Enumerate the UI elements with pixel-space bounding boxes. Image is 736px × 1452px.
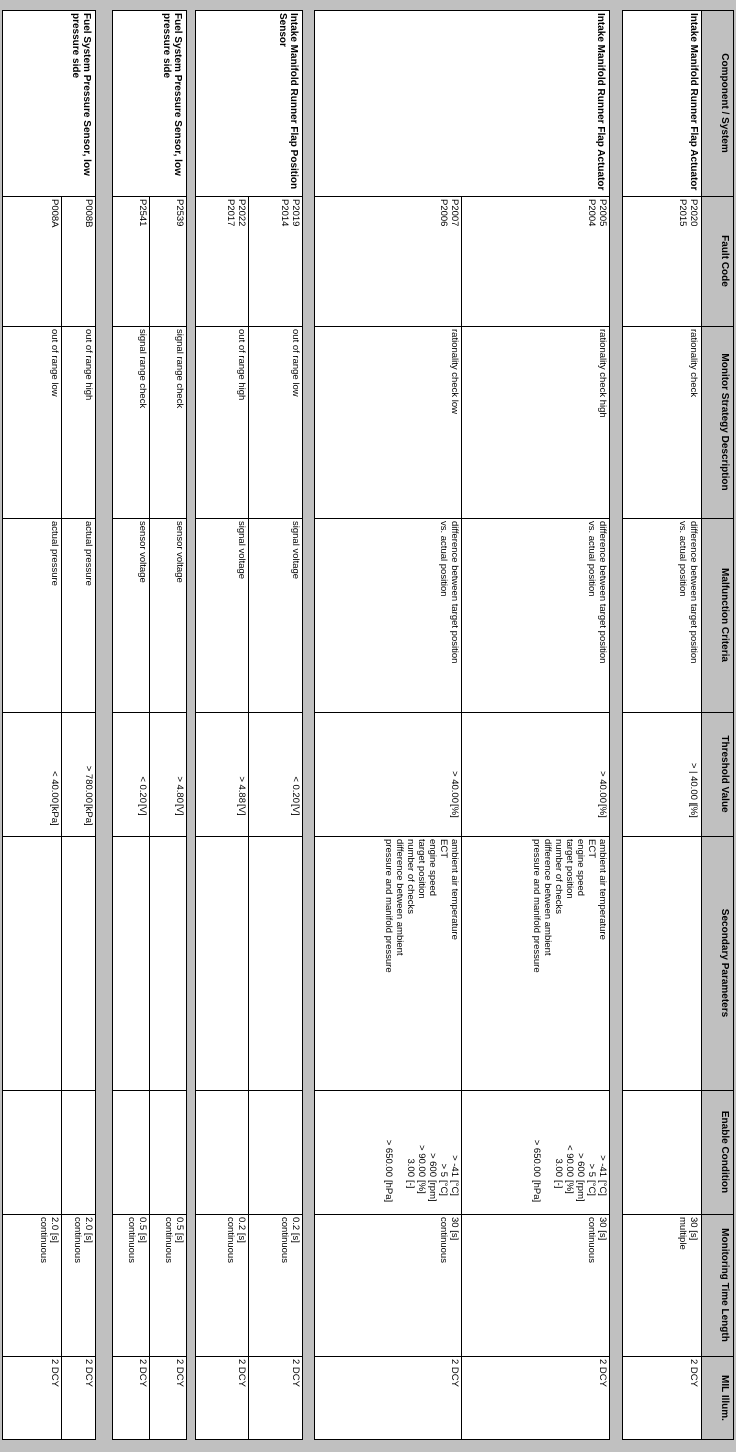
fault-code: P2014: [279, 199, 290, 227]
secondary-parameter: target position: [416, 839, 427, 899]
column-rule: [622, 196, 734, 197]
enable-condition-unit: [°C]: [586, 1180, 597, 1196]
column-rule: [622, 1090, 734, 1091]
column-rule: [314, 836, 610, 837]
fault-code: P2004: [586, 199, 597, 227]
malfunction-criteria: difference between target position: [449, 521, 460, 664]
column-rule: [2, 836, 96, 837]
enable-condition-unit: [hPa]: [531, 1180, 542, 1203]
column-rule: [195, 836, 303, 837]
monitoring-time: multiple: [677, 1217, 688, 1250]
monitor-strategy: rationality check: [688, 329, 699, 398]
column-rule: [2, 326, 96, 327]
enable-condition-value: > -41: [449, 1155, 460, 1177]
mil-illumination: 2 DCY: [290, 1359, 301, 1387]
threshold-unit: [%]: [597, 804, 608, 818]
mil-illumination: 2 DCY: [83, 1359, 94, 1387]
monitoring-time: continuous: [586, 1217, 597, 1263]
column-rule: [2, 1356, 96, 1357]
component-name: Fuel System Pressure Sensor, low pressure side: [161, 13, 183, 176]
monitoring-time: 30 [s]: [449, 1217, 460, 1241]
column-rule: [314, 518, 610, 519]
secondary-parameter: ECT: [438, 839, 449, 858]
column-rule: [2, 518, 96, 519]
column-rule: [622, 518, 734, 519]
threshold-value: > 40.00: [449, 771, 460, 803]
secondary-parameter: engine speed: [427, 839, 438, 897]
column-header-9: MIL Illum.: [719, 1375, 730, 1421]
row-rule: [248, 196, 249, 1440]
secondary-parameter: engine speed: [575, 839, 586, 897]
row-rule: [149, 196, 150, 1440]
column-rule: [2, 196, 96, 197]
secondary-parameter: pressure and manifold pressure: [531, 839, 542, 973]
table-block-2: [314, 10, 610, 1440]
threshold-value: < 40.00: [49, 771, 60, 803]
fault-code: P2539: [174, 199, 185, 227]
enable-condition-unit: [-]: [405, 1180, 416, 1189]
threshold-unit: [V]: [174, 804, 185, 816]
enable-condition-unit: [°C]: [449, 1180, 460, 1196]
fault-code: P2005: [597, 199, 608, 227]
malfunction-criteria: actual pressure: [49, 521, 60, 586]
component-name: Intake Manifold Runner Flap Position Sensor: [277, 13, 299, 190]
column-rule: [2, 1090, 96, 1091]
component-name: Fuel System Pressure Sensor, low pressure side: [70, 13, 92, 176]
malfunction-criteria: vs. actual position: [677, 521, 688, 597]
threshold-value: < 0.20: [137, 776, 148, 803]
enable-condition-value: > -41: [597, 1155, 608, 1177]
monitor-strategy: signal range check: [137, 329, 148, 409]
fault-code: P2007: [449, 199, 460, 227]
enable-condition-unit: [°C]: [438, 1180, 449, 1196]
mil-illumination: 2 DCY: [597, 1359, 608, 1387]
enable-condition-value: > 5: [586, 1163, 597, 1177]
row-rule: [461, 196, 462, 1440]
monitoring-time: 0.5 [s]: [137, 1217, 148, 1243]
column-rule: [314, 196, 610, 197]
column-header-4: Malfunction Criteria: [719, 568, 730, 662]
monitoring-time: continuous: [72, 1217, 83, 1263]
column-rule: [314, 1214, 610, 1215]
column-rule: [195, 1214, 303, 1215]
component-name: Intake Manifold Runner Flap Actuator: [595, 13, 606, 191]
enable-condition-value: > 90.00: [416, 1145, 427, 1177]
secondary-parameter: number of checks: [405, 839, 416, 914]
monitoring-time: 2.0 [s]: [49, 1217, 60, 1243]
column-rule: [2, 712, 96, 713]
malfunction-criteria: signal voltage: [290, 521, 301, 580]
enable-condition-unit: [%]: [416, 1180, 427, 1194]
enable-condition-unit: [rpm]: [427, 1180, 438, 1202]
monitoring-time: continuous: [163, 1217, 174, 1263]
fault-code: P2006: [438, 199, 449, 227]
monitoring-time: continuous: [225, 1217, 236, 1263]
enable-condition-value: > 650.00: [383, 1139, 394, 1177]
column-rule: [195, 326, 303, 327]
monitoring-time: 0.2 [s]: [290, 1217, 301, 1243]
fault-code: P2019: [290, 199, 301, 227]
secondary-parameter: ECT: [586, 839, 597, 858]
column-header-7: Enable Condition: [719, 1110, 730, 1194]
malfunction-criteria: actual pressure: [83, 521, 94, 586]
threshold-value: > 40.00: [597, 771, 608, 803]
malfunction-criteria: vs. actual position: [586, 521, 597, 597]
threshold-value: > 4.88: [236, 776, 247, 803]
malfunction-criteria: vs. actual position: [438, 521, 449, 597]
mil-illumination: 2 DCY: [236, 1359, 247, 1387]
secondary-parameter: ambient air temperature: [449, 839, 460, 940]
secondary-parameter: target position: [564, 839, 575, 899]
column-header-6: Secondary Parameters: [719, 908, 730, 1018]
secondary-parameter: number of checks: [553, 839, 564, 914]
enable-condition-unit: [°C]: [597, 1180, 608, 1196]
monitoring-time: 30 [s]: [688, 1217, 699, 1241]
column-rule: [622, 836, 734, 837]
column-header-3: Monitor Strategy Description: [719, 353, 730, 491]
secondary-parameter: difference between ambient: [394, 839, 405, 956]
mil-illumination: 2 DCY: [174, 1359, 185, 1387]
threshold-unit: [%]: [688, 804, 699, 818]
column-rule: [195, 1090, 303, 1091]
row-rule: [61, 196, 62, 1440]
enable-condition-unit: [hPa]: [383, 1180, 394, 1203]
mil-illumination: 2 DCY: [49, 1359, 60, 1387]
row-rule: [701, 10, 702, 1440]
monitoring-time: 0.5 [s]: [174, 1217, 185, 1243]
malfunction-criteria: difference between target position: [597, 521, 608, 664]
enable-condition-value: 3.00: [405, 1158, 416, 1177]
monitoring-time: 0.2 [s]: [236, 1217, 247, 1243]
malfunction-criteria: sensor voltage: [137, 521, 148, 583]
column-rule: [314, 1090, 610, 1091]
column-rule: [195, 712, 303, 713]
monitor-strategy: rationality check low: [449, 329, 460, 415]
monitor-strategy: out of range high: [236, 329, 247, 401]
column-header-2: Fault Code: [719, 235, 730, 287]
threshold-value: > | 40.00 |: [688, 762, 699, 805]
threshold-value: > 4.80: [174, 776, 185, 803]
threshold-value: < 0.20: [290, 776, 301, 803]
column-header-1: Component / System: [719, 53, 730, 153]
mil-illumination: 2 DCY: [137, 1359, 148, 1387]
fault-code: P2017: [225, 199, 236, 227]
monitoring-time: continuous: [38, 1217, 49, 1263]
threshold-unit: [%]: [449, 804, 460, 818]
enable-condition-value: < 90.00: [564, 1145, 575, 1177]
column-rule: [2, 1214, 96, 1215]
fault-code: P008B: [83, 199, 94, 228]
threshold-unit: [V]: [137, 804, 148, 816]
fault-code: P2015: [677, 199, 688, 227]
malfunction-criteria: difference between target position: [688, 521, 699, 664]
column-header-5: Threshold Value: [719, 735, 730, 813]
secondary-parameter: difference between ambient: [542, 839, 553, 956]
threshold-value: > 780.00: [83, 765, 94, 803]
fault-code: P2020: [688, 199, 699, 227]
monitoring-time: 30 [s]: [597, 1217, 608, 1241]
malfunction-criteria: sensor voltage: [174, 521, 185, 583]
enable-condition-value: > 600: [427, 1152, 438, 1177]
monitoring-time: continuous: [126, 1217, 137, 1263]
column-header-8: Monitoring Time Length: [719, 1228, 730, 1342]
monitoring-time: continuous: [279, 1217, 290, 1263]
enable-condition-value: > 600: [575, 1152, 586, 1177]
monitor-strategy: signal range check: [174, 329, 185, 409]
column-rule: [314, 326, 610, 327]
column-rule: [622, 1214, 734, 1215]
threshold-unit: [kPa]: [49, 804, 60, 826]
component-name: Intake Manifold Runner Flap Actuator: [688, 13, 699, 191]
monitor-strategy: out of range low: [290, 329, 301, 397]
secondary-parameter: pressure and manifold pressure: [383, 839, 394, 973]
monitor-strategy: rationality check high: [597, 329, 608, 418]
monitor-strategy: out of range high: [83, 329, 94, 401]
column-rule: [195, 196, 303, 197]
column-rule: [622, 1356, 734, 1357]
fault-code: P008A: [49, 199, 60, 228]
enable-condition-value: > 650.00: [531, 1139, 542, 1177]
column-rule: [622, 10, 734, 11]
column-rule: [314, 1356, 610, 1357]
enable-condition-value: 3.00: [553, 1158, 564, 1177]
enable-condition-unit: [rpm]: [575, 1180, 586, 1202]
threshold-unit: [V]: [236, 804, 247, 816]
malfunction-criteria: signal voltage: [236, 521, 247, 580]
column-rule: [195, 518, 303, 519]
monitoring-time: 2.0 [s]: [83, 1217, 94, 1243]
monitor-strategy: out of range low: [49, 329, 60, 397]
monitoring-time: continuous: [438, 1217, 449, 1263]
secondary-parameter: ambient air temperature: [597, 839, 608, 940]
threshold-unit: [V]: [290, 804, 301, 816]
enable-condition-unit: [-]: [553, 1180, 564, 1189]
fault-code: P2541: [137, 199, 148, 227]
enable-condition-unit: [%]: [564, 1180, 575, 1194]
mil-illumination: 2 DCY: [688, 1359, 699, 1387]
threshold-unit: [kPa]: [83, 804, 94, 826]
column-rule: [622, 326, 734, 327]
fault-code: P2022: [236, 199, 247, 227]
column-rule: [314, 712, 610, 713]
column-rule: [195, 1356, 303, 1357]
column-rule: [622, 712, 734, 713]
enable-condition-value: > 5: [438, 1163, 449, 1177]
mil-illumination: 2 DCY: [449, 1359, 460, 1387]
